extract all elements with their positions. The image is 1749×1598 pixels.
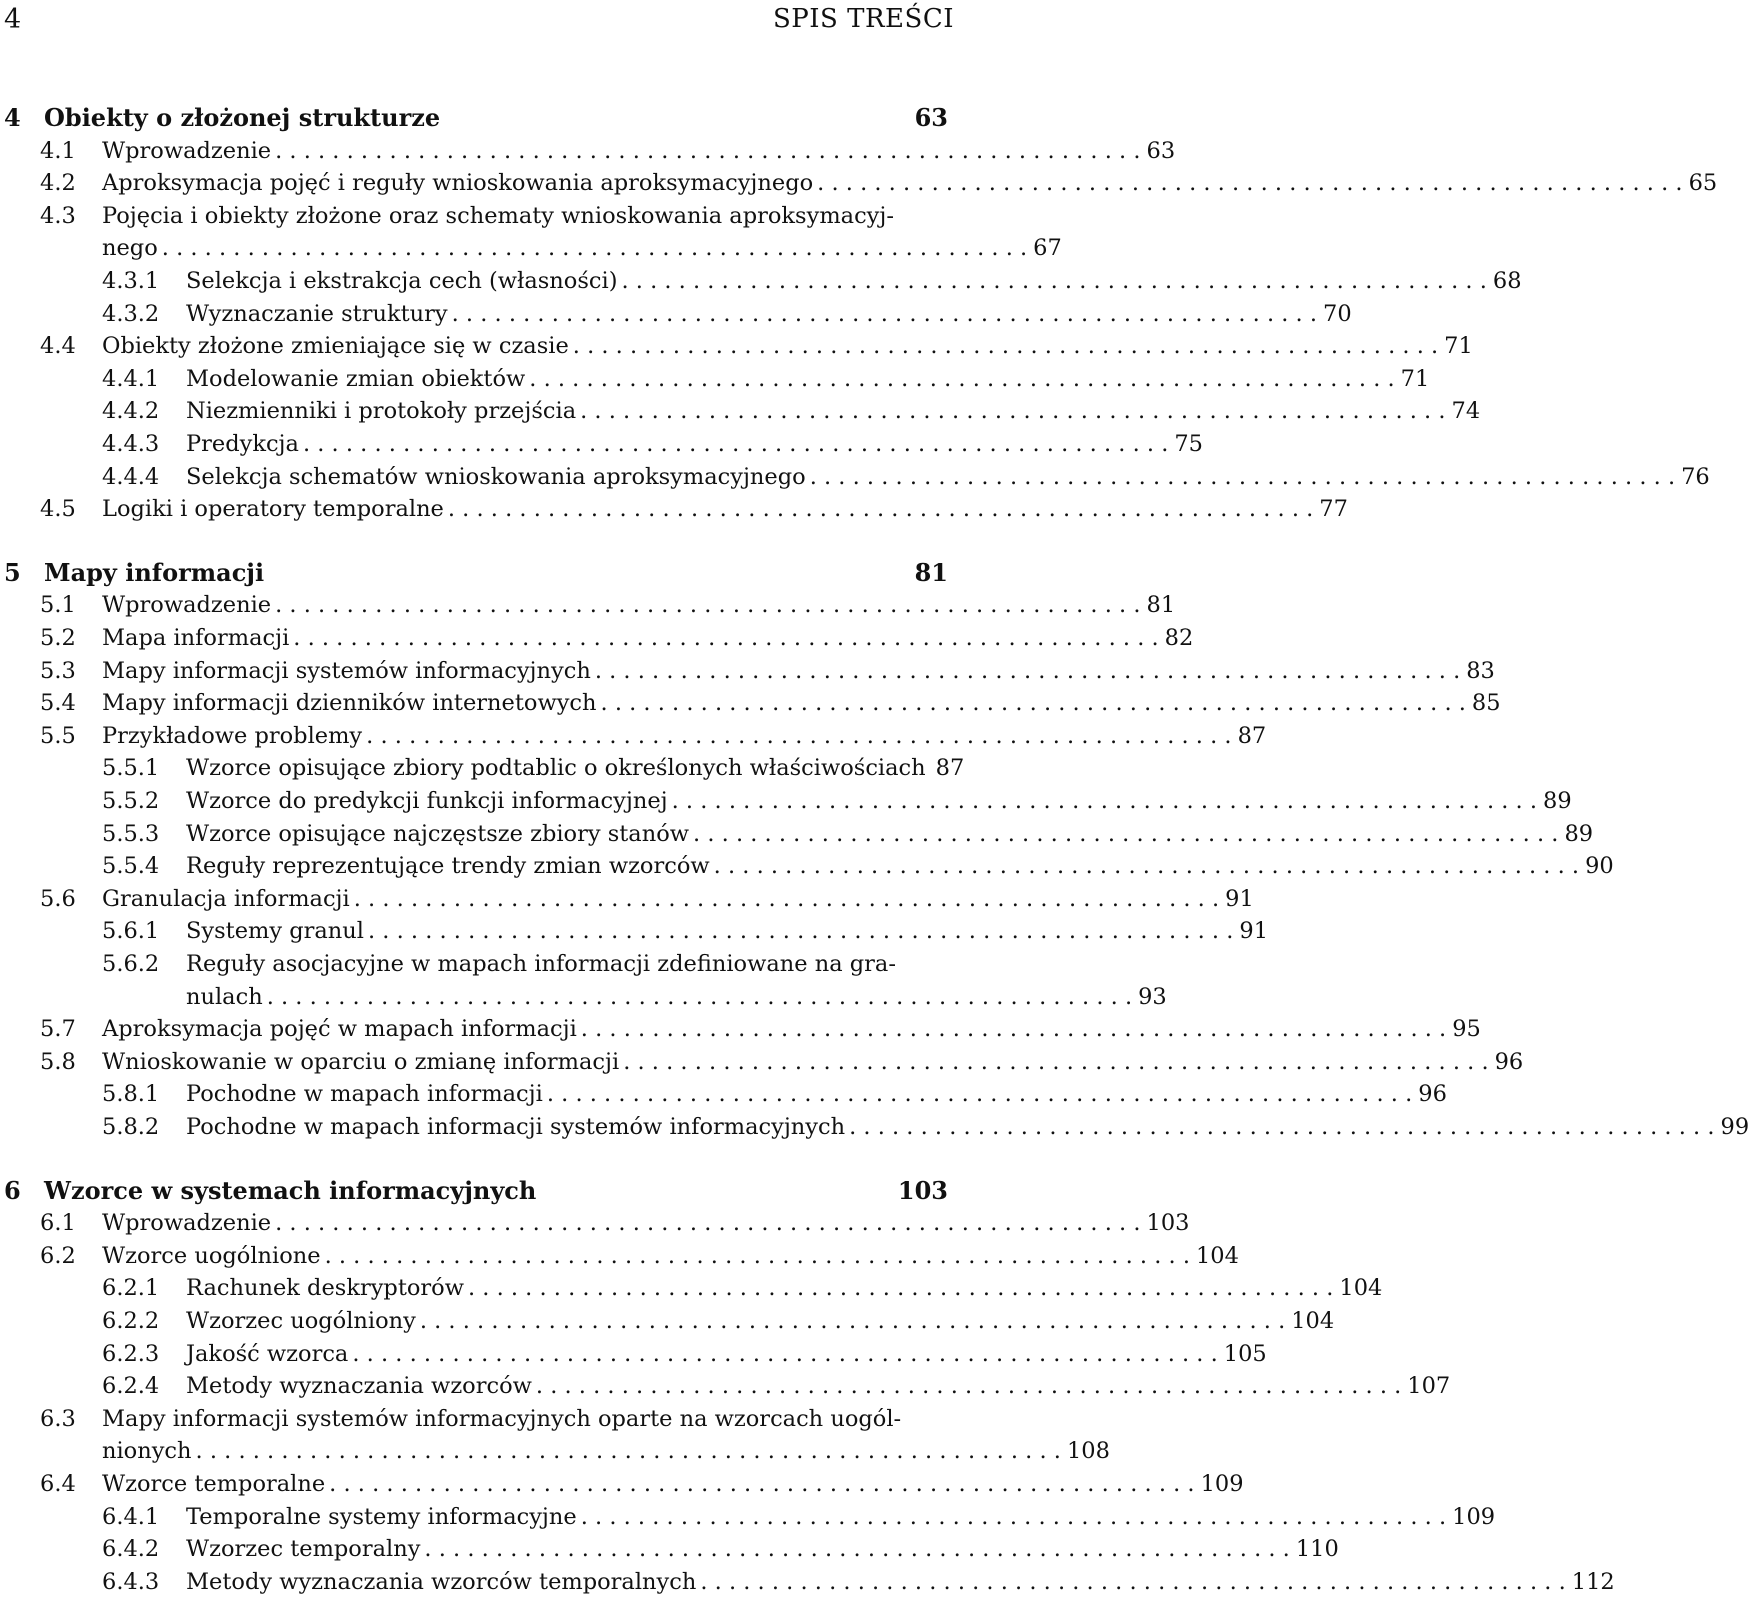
toc-entry-page: 107 bbox=[1407, 1370, 1450, 1402]
toc-entry-title: Rachunek deskryptorów bbox=[186, 1272, 464, 1304]
toc-entry-title: nionych bbox=[102, 1435, 192, 1467]
toc-entry-title: Mapy informacji bbox=[44, 557, 264, 589]
toc-entry[interactable] bbox=[40, 687, 948, 719]
toc-entry-number: 5.8.2 bbox=[102, 1111, 186, 1143]
toc-entry-page: 87 bbox=[1238, 720, 1267, 752]
dot-leader: . . . . . . . . . . . . . . . . . . . . . . . . . . . . . . . . . . . . . . . . . . . . . . . . . . . . . . . . . . . . . bbox=[693, 818, 1558, 850]
toc-entry-page: 91 bbox=[1225, 883, 1254, 915]
dot-leader: . . . . . . . . . . . . . . . . . . . . . . . . . . . . . . . . . . . . . . . . . . . . . . . . . . . . . . . . . . . . . bbox=[817, 167, 1682, 199]
toc-entry[interactable] bbox=[40, 1435, 948, 1467]
toc-entry[interactable] bbox=[40, 493, 948, 525]
toc-entry-title: Selekcja schematów wnioskowania aproksymacyjnego bbox=[186, 461, 806, 493]
toc-entry-page: 71 bbox=[1444, 330, 1473, 362]
toc-entry-page: 93 bbox=[1138, 981, 1167, 1013]
toc-entry-page: 87 bbox=[936, 752, 965, 784]
toc-entry-number: 4 bbox=[4, 102, 44, 134]
toc-entry[interactable] bbox=[102, 981, 948, 1013]
toc-entry-number: 4.4.4 bbox=[102, 461, 186, 493]
dot-leader: . . . . . . . . . . . . . . . . . . . . . . . . . . . . . . . . . . . . . . . . . . . . . . . . . . . . . . . . . . . . . bbox=[420, 1305, 1285, 1337]
toc-entry-page: 91 bbox=[1239, 915, 1268, 947]
toc-entry[interactable] bbox=[102, 1533, 948, 1565]
toc-entry[interactable] bbox=[40, 232, 948, 264]
dot-leader: . . . . . . . . . . . . . . . . . . . . . . . . . . . . . . . . . . . . . . . . . . . . . . . . . . . . . . . . . . . . . bbox=[623, 1046, 1488, 1078]
toc-entry[interactable] bbox=[102, 298, 948, 330]
toc-entry-page: 67 bbox=[1033, 232, 1062, 264]
toc-entry-title: Wzorzec uogólniony bbox=[186, 1305, 416, 1337]
toc-entry-number: 6.3 bbox=[40, 1403, 102, 1435]
toc-entry[interactable] bbox=[40, 1046, 948, 1078]
toc-entry-title: Aproksymacja pojęć i reguły wnioskowania aproksymacyjnego bbox=[102, 167, 813, 199]
toc-chapter[interactable] bbox=[4, 102, 948, 134]
dot-leader: . . . . . . . . . . . . . . . . . . . . . . . . . . . . . . . . . . . . . . . . . . . . . . . . . . . . . . . . . . . . . bbox=[275, 589, 1140, 621]
toc-entry-title: Wzorce temporalne bbox=[102, 1468, 325, 1500]
toc-entry-number: 5.8.1 bbox=[102, 1078, 186, 1110]
toc-entry-number: 6.4.3 bbox=[102, 1566, 186, 1598]
dot-leader: . . . . . . . . . . . . . . . . . . . . . . . . . . . . . . . . . . . . . . . . . . . . . . . . . . . . . . . . . . . . . bbox=[849, 1111, 1714, 1143]
toc-entry-number: 5.6 bbox=[40, 883, 102, 915]
toc-entry-page: 112 bbox=[1572, 1566, 1615, 1598]
toc-entry-title-line1: Reguły asocjacyjne w mapach informacji zdefiniowane na gra- bbox=[186, 951, 896, 977]
dot-leader: . . . . . . . . . . . . . . . . . . . . . . . . . . . . . . . . . . . . . . . . . . . . . . . . . . . . . . . . . . . . . bbox=[275, 1207, 1140, 1239]
toc-entry-title: Obiekty złożone zmieniające się w czasie bbox=[102, 330, 569, 362]
toc-entry-page: 110 bbox=[1296, 1533, 1339, 1565]
toc-entry-page: 104 bbox=[1291, 1305, 1334, 1337]
dot-leader: . . . . . . . . . . . . . . . . . . . . . . . . . . . . . . . . . . . . . . . . . . . . . . . . . . . . . . . . . . . . . bbox=[547, 1078, 1412, 1110]
toc-entry-title: Selekcja i ekstrakcja cech (własności) bbox=[186, 265, 617, 297]
page-header bbox=[0, 0, 960, 40]
toc-entry-title: Wzorce uogólnione bbox=[102, 1240, 321, 1272]
dot-leader: . . . . . . . . . . . . . . . . . . . . . . . . . . . . . . . . . . . . . . . . . . . . . . . . . . . . . . . . . . . . . bbox=[672, 785, 1537, 817]
toc-entry-title: Mapy informacji dzienników internetowych bbox=[102, 687, 597, 719]
toc-entry[interactable] bbox=[102, 818, 948, 850]
toc-entry[interactable] bbox=[102, 428, 948, 460]
toc-entry-page: 89 bbox=[1564, 818, 1593, 850]
toc-entry-page: 74 bbox=[1452, 395, 1481, 427]
toc-entry[interactable] bbox=[102, 461, 948, 493]
toc-entry[interactable] bbox=[102, 363, 948, 395]
toc-entry-title-line1: Mapy informacji systemów informacyjnych oparte na wzorcach uogól- bbox=[102, 1406, 901, 1432]
toc-entry[interactable] bbox=[102, 752, 948, 784]
toc-entry-number: 4.4 bbox=[40, 330, 102, 362]
toc-entry-title: Metody wyznaczania wzorców bbox=[186, 1370, 532, 1402]
dot-leader: . . . . . . . . . . . . . . . . . . . . . . . . . . . . . . . . . . . . . . . . . . . . . . . . . . . . . . . . . . . . . bbox=[581, 1013, 1446, 1045]
toc-entry-page: 83 bbox=[1466, 655, 1495, 687]
toc-entry-number: 5.3 bbox=[40, 655, 102, 687]
toc-entry-page: 68 bbox=[1493, 265, 1522, 297]
toc-entry-page: 81 bbox=[1147, 589, 1176, 621]
toc-entry-title: Wprowadzenie bbox=[102, 589, 271, 621]
toc-entry-title: Wzorce opisujące zbiory podtablic o określonych właściwościach bbox=[186, 752, 926, 784]
toc-entry-page: 103 bbox=[898, 1175, 948, 1207]
toc-entry-title: Reguły reprezentujące trendy zmian wzorców bbox=[186, 850, 710, 882]
dot-leader: . . . . . . . . . . . . . . . . . . . . . . . . . . . . . . . . . . . . . . . . . . . . . . . . . . . . . . . . . . . . . bbox=[196, 1435, 1061, 1467]
dot-leader: . . . . . . . . . . . . . . . . . . . . . . . . . . . . . . . . . . . . . . . . . . . . . . . . . . . . . . . . . . . . . bbox=[275, 135, 1140, 167]
toc-entry-page: 82 bbox=[1165, 622, 1194, 654]
toc-entry-page: 71 bbox=[1401, 363, 1430, 395]
dot-leader: . . . . . . . . . . . . . . . . . . . . . . . . . . . . . . . . . . . . . . . . . . . . . . . . . . . . . . . . . . . . . bbox=[529, 363, 1394, 395]
toc-entry-number: 6 bbox=[4, 1175, 44, 1207]
toc-entry[interactable] bbox=[102, 1370, 948, 1402]
toc-entry-title: Metody wyznaczania wzorców temporalnych bbox=[186, 1566, 696, 1598]
toc-entry-number: 4.4.3 bbox=[102, 428, 186, 460]
toc-entry[interactable] bbox=[40, 1013, 948, 1045]
toc-entry-number: 6.1 bbox=[40, 1207, 102, 1239]
toc-entry-number: 5.5.2 bbox=[102, 785, 186, 817]
dot-leader: . . . . . . . . . . . . . . . . . . . . . . . . . . . . . . . . . . . . . . . . . . . . . . . . . . . . . . . . . . . . . bbox=[424, 1533, 1289, 1565]
toc-entry-page: 96 bbox=[1418, 1078, 1447, 1110]
toc-entry-page: 65 bbox=[1689, 167, 1718, 199]
toc-entry-page: 85 bbox=[1472, 687, 1501, 719]
toc-entry-title: Wprowadzenie bbox=[102, 135, 271, 167]
toc-entry-line1[interactable] bbox=[40, 1403, 901, 1435]
dot-leader: . . . . . . . . . . . . . . . . . . . . . . . . . . . . . . . . . . . . . . . . . . . . . . . . . . . . . . . . . . . . . bbox=[468, 1272, 1333, 1304]
toc-entry[interactable] bbox=[40, 135, 948, 167]
dot-leader: . . . . . . . . . . . . . . . . . . . . . . . . . . . . . . . . . . . . . . . . . . . . . . . . . . . . . . . . . . . . . bbox=[329, 1468, 1194, 1500]
toc-entry-number: 4.2 bbox=[40, 167, 102, 199]
dot-leader: . . . . . . . . . . . . . . . . . . . . . . . . . . . . . . . . . . . . . . . . . . . . . . . . . . . . . . . . . . . . . bbox=[267, 981, 1132, 1013]
toc-entry-number: 6.2.2 bbox=[102, 1305, 186, 1337]
toc-entry-title: Pochodne w mapach informacji bbox=[186, 1078, 543, 1110]
toc-entry[interactable] bbox=[40, 1240, 948, 1272]
toc-entry[interactable] bbox=[40, 330, 948, 362]
toc-entry-title: Systemy granul bbox=[186, 915, 364, 947]
dot-leader: . . . . . . . . . . . . . . . . . . . . . . . . . . . . . . . . . . . . . . . . . . . . . . . . . . . . . . . . . . . . . bbox=[581, 1501, 1446, 1533]
dot-leader: . . . . . . . . . . . . . . . . . . . . . . . . . . . . . . . . . . . . . . . . . . . . . . . . . . . . . . . . . . . . . bbox=[354, 883, 1219, 915]
toc-entry[interactable] bbox=[102, 1338, 948, 1370]
toc-entry[interactable] bbox=[40, 1207, 948, 1239]
toc-entry-page: 95 bbox=[1452, 1013, 1481, 1045]
dot-leader: . . . . . . . . . . . . . . . . . . . . . . . . . . . . . . . . . . . . . . . . . . . . . . . . . . . . . . . . . . . . . bbox=[595, 655, 1460, 687]
toc-entry-page: 103 bbox=[1147, 1207, 1190, 1239]
toc-entry-title: Predykcja bbox=[186, 428, 299, 460]
toc-entry-title: Wprowadzenie bbox=[102, 1207, 271, 1239]
toc-entry-page: 96 bbox=[1495, 1046, 1524, 1078]
toc-entry-page: 63 bbox=[1147, 135, 1176, 167]
toc-entry[interactable] bbox=[102, 1305, 948, 1337]
toc-entry-number: 5.5.3 bbox=[102, 818, 186, 850]
toc-entry[interactable] bbox=[102, 915, 948, 947]
toc-entry-number: 5.7 bbox=[40, 1013, 102, 1045]
page-number: 4 bbox=[4, 4, 21, 35]
toc-entry-number: 4.1 bbox=[40, 135, 102, 167]
toc-entry[interactable] bbox=[102, 1501, 948, 1533]
toc-entry-page: 90 bbox=[1585, 850, 1614, 882]
toc-entry-line1[interactable] bbox=[40, 200, 894, 232]
toc-entry-title: Obiekty o złożonej strukturze bbox=[44, 102, 440, 134]
toc-entry-title: Wzorce w systemach informacyjnych bbox=[44, 1175, 536, 1207]
toc-entry-number: 4.4.2 bbox=[102, 395, 186, 427]
dot-leader: . . . . . . . . . . . . . . . . . . . . . . . . . . . . . . . . . . . . . . . . . . . . . . . . . . . . . . . . . . . . . bbox=[580, 395, 1445, 427]
dot-leader: . . . . . . . . . . . . . . . . . . . . . . . . . . . . . . . . . . . . . . . . . . . . . . . . . . . . . . . . . . . . . bbox=[325, 1240, 1190, 1272]
toc-entry-number: 6.2.3 bbox=[102, 1338, 186, 1370]
toc-entry-page: 109 bbox=[1201, 1468, 1244, 1500]
toc-entry-page: 105 bbox=[1224, 1338, 1267, 1370]
toc-entry-number: 6.2 bbox=[40, 1240, 102, 1272]
toc-entry-title: Wzorce opisujące najczęstsze zbiory stanów bbox=[186, 818, 689, 850]
dot-leader: . . . . . . . . . . . . . . . . . . . . . . . . . . . . . . . . . . . . . . . . . . . . . . . . . . . . . . . . . . . . . bbox=[368, 915, 1233, 947]
toc-entry-number: 5.5.4 bbox=[102, 850, 186, 882]
toc-entry-page: 104 bbox=[1339, 1272, 1382, 1304]
dot-leader: . . . . . . . . . . . . . . . . . . . . . . . . . . . . . . . . . . . . . . . . . . . . . . . . . . . . . . . . . . . . . bbox=[366, 720, 1231, 752]
toc-entry[interactable] bbox=[102, 265, 948, 297]
toc-entry-title: Aproksymacja pojęć w mapach informacji bbox=[102, 1013, 577, 1045]
toc-entry[interactable] bbox=[40, 167, 948, 199]
toc-entry-title: nego bbox=[102, 232, 158, 264]
toc-entry-number: 6.4.1 bbox=[102, 1501, 186, 1533]
toc-entry-number: 5.5.1 bbox=[102, 752, 186, 784]
toc-entry-page: 63 bbox=[915, 102, 948, 134]
toc-entry-title: Jakość wzorca bbox=[186, 1338, 348, 1370]
toc-entry-page: 77 bbox=[1319, 493, 1348, 525]
toc-entry-number: 5.8 bbox=[40, 1046, 102, 1078]
toc-entry[interactable] bbox=[102, 1078, 948, 1110]
toc-entry-title: Przykładowe problemy bbox=[102, 720, 362, 752]
toc-entry-page: 76 bbox=[1681, 461, 1710, 493]
toc-entry[interactable] bbox=[40, 1468, 948, 1500]
toc-entry-page: 81 bbox=[915, 557, 948, 589]
dot-leader: . . . . . . . . . . . . . . . . . . . . . . . . . . . . . . . . . . . . . . . . . . . . . . . . . . . . . . . . . . . . . bbox=[714, 850, 1579, 882]
toc-entry[interactable] bbox=[102, 1111, 948, 1143]
toc-entry-number: 5.1 bbox=[40, 589, 102, 621]
toc-entry-number: 5.2 bbox=[40, 622, 102, 654]
toc-entry-number: 5.6.1 bbox=[102, 915, 186, 947]
toc-entry-title: Wzorzec temporalny bbox=[186, 1533, 420, 1565]
toc-entry-page: 75 bbox=[1174, 428, 1203, 460]
toc-entry[interactable] bbox=[40, 655, 948, 687]
toc-entry-line1[interactable] bbox=[102, 948, 896, 980]
toc-entry-title: Wyznaczanie struktury bbox=[186, 298, 448, 330]
toc-entry[interactable] bbox=[102, 1272, 948, 1304]
toc-entry-title: Modelowanie zmian obiektów bbox=[186, 363, 525, 395]
toc-entry-page: 104 bbox=[1196, 1240, 1239, 1272]
toc-entry[interactable] bbox=[40, 883, 948, 915]
dot-leader: . . . . . . . . . . . . . . . . . . . . . . . . . . . . . . . . . . . . . . . . . . . . . . . . . . . . . . . . . . . . . bbox=[700, 1566, 1565, 1598]
toc-entry-title: Temporalne systemy informacyjne bbox=[186, 1501, 577, 1533]
toc-entry-number: 4.5 bbox=[40, 493, 102, 525]
toc-entry-number: 4.3.1 bbox=[102, 265, 186, 297]
toc-entry-page: 109 bbox=[1452, 1501, 1495, 1533]
dot-leader: . . . . . . . . . . . . . . . . . . . . . . . . . . . . . . . . . . . . . . . . . . . . . . . . . . . . . . . . . . . . . bbox=[162, 232, 1027, 264]
dot-leader: . . . . . . . . . . . . . . . . . . . . . . . . . . . . . . . . . . . . . . . . . . . . . . . . . . . . . . . . . . . . . bbox=[452, 298, 1317, 330]
dot-leader: . . . . . . . . . . . . . . . . . . . . . . . . . . . . . . . . . . . . . . . . . . . . . . . . . . . . . . . . . . . . . bbox=[573, 330, 1438, 362]
toc-entry[interactable] bbox=[102, 395, 948, 427]
dot-leader: . . . . . . . . . . . . . . . . . . . . . . . . . . . . . . . . . . . . . . . . . . . . . . . . . . . . . . . . . . . . . bbox=[352, 1338, 1217, 1370]
toc-entry[interactable] bbox=[102, 850, 948, 882]
dot-leader: . . . . . . . . . . . . . . . . . . . . . . . . . . . . . . . . . . . . . . . . . . . . . . . . . . . . . . . . . . . . . bbox=[810, 461, 1675, 493]
dot-leader: . . . . . . . . . . . . . . . . . . . . . . . . . . . . . . . . . . . . . . . . . . . . . . . . . . . . . . . . . . . . . bbox=[621, 265, 1486, 297]
toc-entry[interactable] bbox=[40, 589, 948, 621]
dot-leader: . . . . . . . . . . . . . . . . . . . . . . . . . . . . . . . . . . . . . . . . . . . . . . . . . . . . . . . . . . . . . bbox=[303, 428, 1168, 460]
toc-entry-number: 5.4 bbox=[40, 687, 102, 719]
toc-entry-number: 4.4.1 bbox=[102, 363, 186, 395]
dot-leader: . . . . . . . . . . . . . . . . . . . . . . . . . . . . . . . . . . . . . . . . . . . . . . . . . . . . . . . . . . . . . bbox=[293, 622, 1158, 654]
toc-entry-number: 4.3.2 bbox=[102, 298, 186, 330]
toc-entry[interactable] bbox=[102, 785, 948, 817]
toc-entry-number: 6.4.2 bbox=[102, 1533, 186, 1565]
toc-entry-title: Niezmienniki i protokoły przejścia bbox=[186, 395, 576, 427]
toc-entry-page: 70 bbox=[1323, 298, 1352, 330]
toc-entry-number: 5.6.2 bbox=[102, 948, 186, 980]
toc-entry-title: Wnioskowanie w oparciu o zmianę informacji bbox=[102, 1046, 619, 1078]
dot-leader: . . . . . . . . . . . . . . . . . . . . . . . . . . . . . . . . . . . . . . . . . . . . . . . . . . . . . . . . . . . . . bbox=[448, 493, 1313, 525]
toc-entry-page: 89 bbox=[1543, 785, 1572, 817]
toc-entry-number: 5.5 bbox=[40, 720, 102, 752]
toc-entry[interactable] bbox=[40, 622, 948, 654]
toc-chapter[interactable] bbox=[4, 1175, 948, 1207]
toc-entry-title: Mapy informacji systemów informacyjnych bbox=[102, 655, 591, 687]
toc-entry[interactable] bbox=[102, 1566, 948, 1598]
dot-leader: . . . . . . . . . . . . . . . . . . . . . . . . . . . . . . . . . . . . . . . . . . . . . . . . . . . . . . . . . . . . . bbox=[536, 1370, 1401, 1402]
toc-entry[interactable] bbox=[40, 720, 948, 752]
toc-entry-title: Mapa informacji bbox=[102, 622, 289, 654]
toc-entry-number: 6.2.1 bbox=[102, 1272, 186, 1304]
running-title: SPIS TREŚCI bbox=[773, 4, 954, 34]
toc-entry-number: 6.4 bbox=[40, 1468, 102, 1500]
toc-entry-title: Wzorce do predykcji funkcji informacyjnej bbox=[186, 785, 668, 817]
toc-entry-title: nulach bbox=[186, 981, 263, 1013]
toc-entry-number: 5 bbox=[4, 557, 44, 589]
dot-leader: . . . . . . . . . . . . . . . . . . . . . . . . . . . . . . . . . . . . . . . . . . . . . . . . . . . . . . . . . . . . . bbox=[601, 687, 1466, 719]
toc-entry-number: 6.2.4 bbox=[102, 1370, 186, 1402]
toc-entry-title-line1: Pojęcia i obiekty złożone oraz schematy wnioskowania aproksymacyj- bbox=[102, 203, 894, 229]
toc-entry-title: Logiki i operatory temporalne bbox=[102, 493, 444, 525]
toc-entry-title: Granulacja informacji bbox=[102, 883, 350, 915]
toc-entry-number: 4.3 bbox=[40, 200, 102, 232]
toc-entry-page: 108 bbox=[1067, 1435, 1110, 1467]
toc-chapter[interactable] bbox=[4, 557, 948, 589]
toc-entry-page: 99 bbox=[1721, 1111, 1749, 1143]
toc-entry-title: Pochodne w mapach informacji systemów informacyjnych bbox=[186, 1111, 845, 1143]
